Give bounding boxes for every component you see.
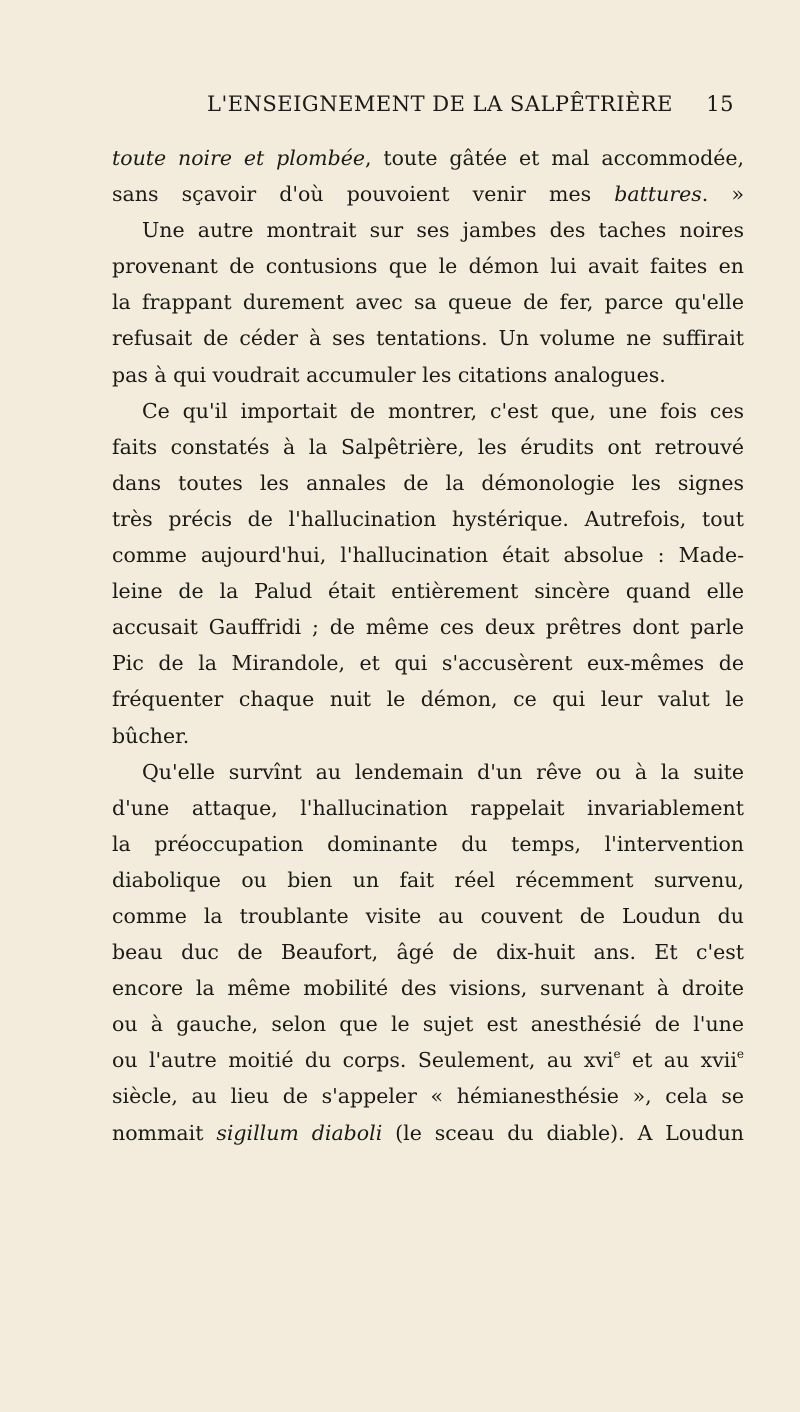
text-line: comme aujourd'hui, l'hallucination était absolue : Made- xyxy=(112,543,744,568)
text-line: ou à gauche, selon que le sujet est anesthésié de l'une xyxy=(112,1012,744,1037)
text-line: diabolique ou bien un fait réel récemment survenu, xyxy=(112,867,744,892)
text-line: leine de la Palud était entièrement sincère quand elle xyxy=(112,579,744,604)
text-line: nommait sigillum diaboli (le sceau du diable). A Loudun xyxy=(112,1120,744,1145)
text-line: Une autre montrait sur ses jambes des taches noires xyxy=(142,218,744,243)
text-line: dans toutes les annales de la démonologie les signes xyxy=(112,470,744,495)
text-line: refusait de céder à ses tentations. Un volume ne suffirait xyxy=(112,326,744,351)
page-number: 15 xyxy=(706,92,734,116)
text-line: provenant de contusions que le démon lui avait faites en xyxy=(112,254,744,279)
text-line: accusait Gauffridi ; de même ces deux prêtres dont parle xyxy=(112,615,744,640)
text-line: Pic de la Mirandole, et qui s'accusèrent eux-mêmes de xyxy=(112,651,744,676)
text-line: Ce qu'il importait de montrer, c'est que, une fois ces xyxy=(142,398,744,423)
text-line: siècle, au lieu de s'appeler « hémianesthésie », cela se xyxy=(112,1084,744,1109)
running-title: L'ENSEIGNEMENT DE LA SALPÊTRIÈRE xyxy=(207,92,673,116)
text-line: toute noire et plombée, toute gâtée et mal accommodée, xyxy=(112,146,744,170)
text-line: Qu'elle survînt au lendemain d'un rêve ou à la suite xyxy=(142,759,744,784)
text-line: encore la même mobilité des visions, survenant à droite xyxy=(112,976,744,1001)
text-line: d'une attaque, l'hallucination rappelait invariablement xyxy=(112,795,744,820)
text-line: ou l'autre moitié du corps. Seulement, au xvi$^e$ et au xvii$^e$ xyxy=(112,1046,744,1073)
text-line: très précis de l'hallucination hystérique. Autrefois, tout xyxy=(112,506,744,531)
text-line: la frappant durement avec sa queue de fer, parce qu'elle xyxy=(112,290,744,315)
text-line: faits constatés à la Salpêtrière, les érudits ont retrouvé xyxy=(112,434,744,459)
text-line: bûcher. xyxy=(112,723,190,748)
text-line: fréquenter chaque nuit le démon, ce qui leur valut le xyxy=(112,687,744,712)
text-line: la préoccupation dominante du temps, l'intervention xyxy=(112,831,744,856)
text-line: pas à qui voudrait accumuler les citations analogues. xyxy=(112,362,666,387)
body-text xyxy=(112,140,744,1151)
text-line: beau duc de Beaufort, âgé de dix-huit ans. Et c'est xyxy=(112,940,744,965)
text-line: sans sçavoir d'où pouvoient venir mes battures. » xyxy=(112,182,744,207)
text-line: comme la troublante visite au couvent de Loudun du xyxy=(112,903,744,928)
